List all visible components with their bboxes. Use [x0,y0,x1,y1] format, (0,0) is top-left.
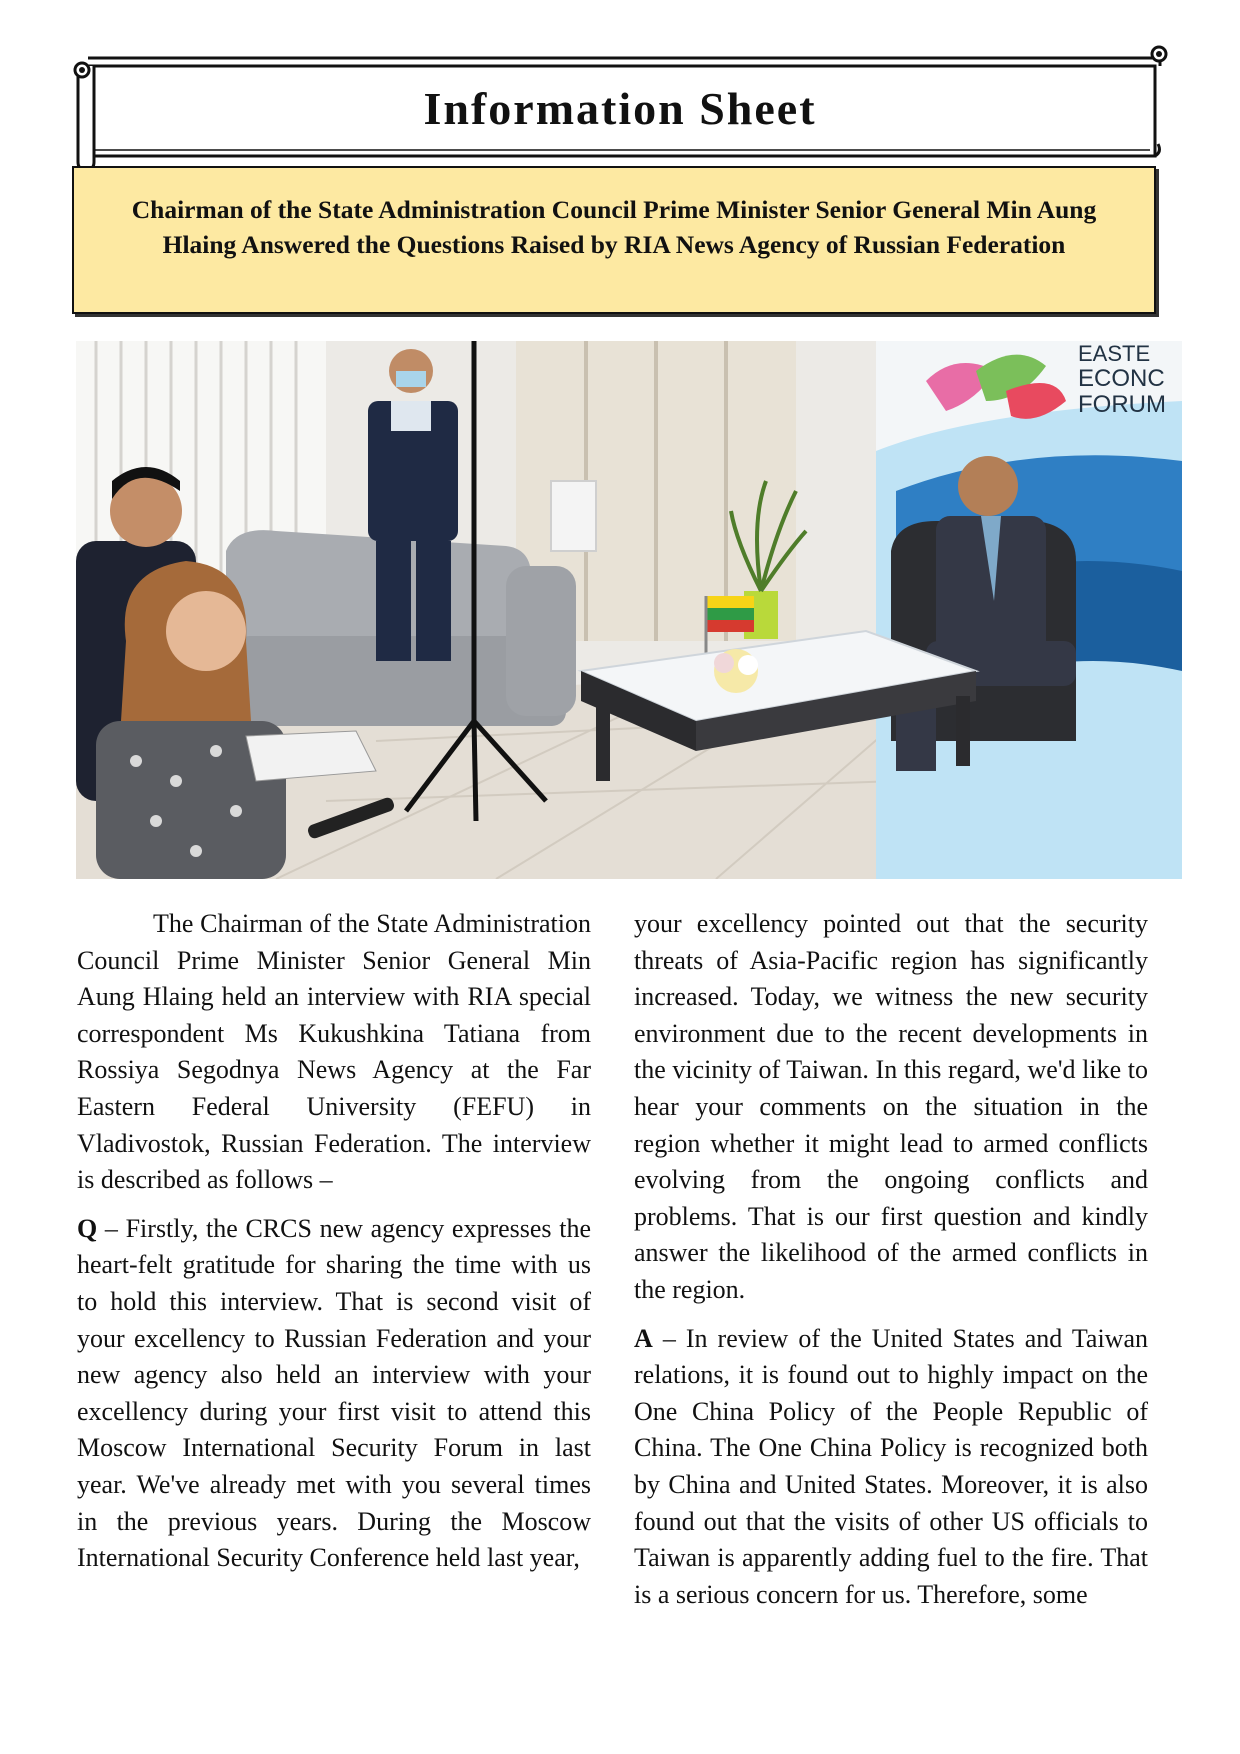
answer-label: A [634,1323,653,1353]
answer-1-paragraph [634,1321,1148,1614]
interview-scene-illustration [76,341,1182,879]
headline: Chairman of the State Administration Council Prime Minister Senior General Min Aung Hlaing Answered the Questions Raised by RIA News Agency of Russian Federation [131,195,1097,259]
question-label: Q [77,1213,98,1243]
backdrop-text-2: ECONC [1078,365,1165,392]
headline-box [72,166,1156,314]
intro-paragraph: The Chairman of the State Administration Council Prime Minister Senior General Min Aung Hlaing held an interview with RIA special correspondent Ms Kukushkina Tatiana from Rossiya Segodnya News Agency at the Far Eastern Federal University (FEFU) in Vladivostok, Russian Federation. The interview is described as follows – [77,909,591,1195]
question-1-continued: your excellency pointed out that the security threats of Asia-Pacific region has significantly increased. Today, we witness the new security environment due to the recent developments in the vicinity of Taiwan. In this regard, we'd like to hear your comments on the situation in the region whether it might lead to armed conflicts evolving from the ongoing conflicts and problems. That is our first question and kindly answer the likelihood of the armed conflicts in the region. [634,909,1148,1304]
question-1-paragraph [77,1211,591,1577]
article-column-left [77,906,591,1589]
backdrop-text-1: EASTE [1078,341,1151,366]
article-column-right [634,906,1148,1625]
answer-1-text: – In review of the United States and Taiwan relations, it is found out to highly impact on the One China Policy of the People Republic of China. The One China Policy is recognized both by China and United States. Moreover, it is also found out that the visits of other US officials to Taiwan is apparently adding fuel to the fire. That is a serious concern for us. Therefore, some [634,1323,1148,1609]
backdrop-text-3: FORUM [1078,391,1166,418]
interview-photo [76,341,1182,879]
page-title: Information Sheet [423,83,817,134]
question-1-text: – Firstly, the CRCS new agency expresses the heart-felt gratitude for sharing the time with us to hold this interview. That is second visit of your excellency to Russian Federation and your new agency also held an interview with your excellency during your first visit to attend this Moscow International Security Forum in last year. We've already met with you several times in the previous years. During the Moscow International Security Conference held last year, [77,1213,591,1573]
title-banner [70,44,1170,174]
